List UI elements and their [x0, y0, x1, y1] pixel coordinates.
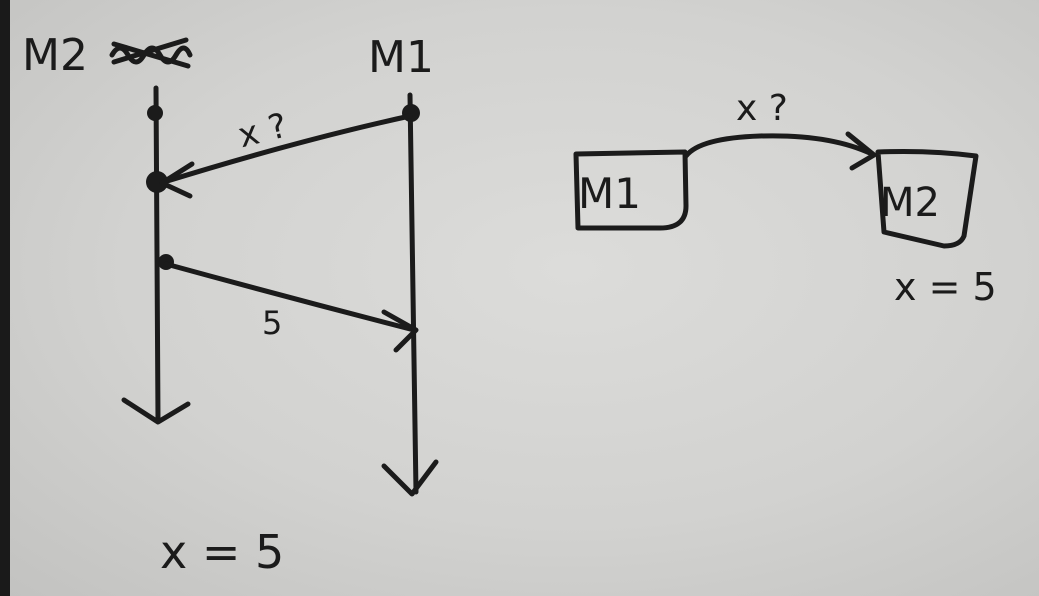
reply-arrow: [166, 264, 416, 350]
request-label: x ?: [234, 105, 292, 157]
target-value-label: x = 5: [894, 265, 997, 309]
source-label: M1: [578, 169, 641, 218]
left-result-label: x = 5: [160, 525, 285, 579]
process-m2-label: M2: [22, 30, 88, 81]
reply-label: 5: [262, 304, 283, 342]
scribble-mark: [112, 40, 190, 66]
target-label: M2: [880, 180, 940, 226]
message-arrow: [686, 134, 874, 168]
message-label: x ?: [736, 88, 788, 129]
m1-timeline: [384, 95, 436, 494]
process-m1-label: M1: [368, 32, 434, 83]
m2-timeline: [124, 88, 188, 422]
